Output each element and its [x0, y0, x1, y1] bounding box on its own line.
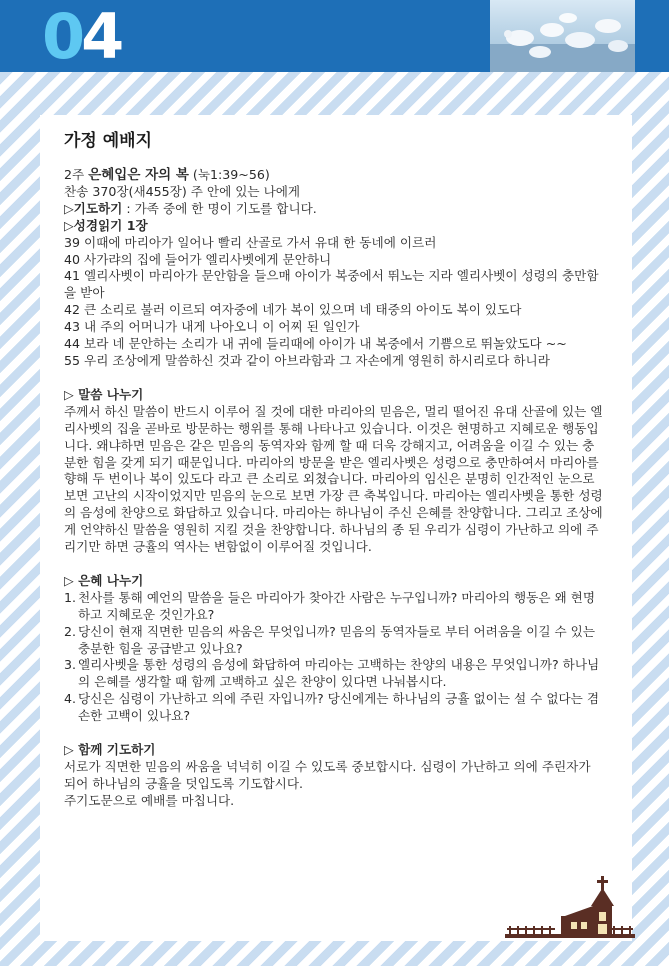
sheep-illustration — [490, 0, 635, 72]
pray-together-body: 서로가 직면한 믿음의 싸움을 넉넉히 이길 수 있도록 중보합시다. 심령이 가난하고 의에 주린자가 되어 하나님의 긍휼을 덧입도록 기도합시다. — [64, 759, 591, 791]
verse-43: 43 내 주의 어머니가 내게 나아오니 이 어찌 된 일인가 — [64, 319, 360, 335]
hymn-line: 찬송 370장(새455장) 주 안에 있는 나에게 — [64, 183, 301, 199]
question-text: 천사를 통해 예언의 말씀을 들은 마리아가 찾아간 사람은 누구입니까? 마리아의 행동은 왜 현명하고 지혜로운 것인가요? — [78, 589, 596, 622]
sheep-photo — [490, 0, 635, 72]
week-label: 2주 — [64, 167, 85, 182]
sermon-line — [64, 167, 604, 184]
prayer-label: ▷기도하기 — [64, 200, 123, 216]
reading-heading: ▷성경읽기 1장 — [64, 217, 148, 233]
question-2 — [64, 624, 604, 658]
church-icon — [505, 876, 635, 942]
message-body: 주께서 하신 말씀이 반드시 이루어 질 것에 대한 마리아의 믿음은, 멀리 떨어진 유대 산골에 있는 엘리사벳의 집을 곧바로 방문하는 행위를 통해 나타나고 있습니다. 이것은 현명하고 지혜로운 행동입니다. 왜냐하면 믿음은 같은 믿음의 동역자와 함께 할 때 더욱 강해지고, 어려움을 이길 수 있는 충분한 힘을 갖게 되기 때문입니다. 마리아의 방문을 받은 엘리사벳은 성령으로 충만하여서 마리아를 향해 두 번이나 복이 있도다 라고 큰 소리로 외쳤습니다. 마리아의 임신은 분명히 인간적인 눈으로 보면 고난의 시작이었지만 믿음의 눈으로 보면 가장 큰 축복입니다. 마리아는 엘리사벳을 통한 성령의 음성에 찬양으로 화답하고 있습니다. 마리아는 하나님이 주신 은혜를 찬양합니다. 그리고 조상에게 언약하신 말씀을 영원히 지킬 것을 찬양합니다. 하나님의 종 된 우리가 심령이 가난하고 의에 주리기만 하면 긍휼의 역사는 변함없이 이루어질 것입니다. — [64, 403, 603, 555]
verse-55: 55 우리 조상에게 말씀하신 것과 같이 아브라함과 그 자손에게 영원히 하시리로다 하니라 — [64, 352, 550, 368]
question-text: 엘리사벳을 통한 성령의 음성에 화답하여 마리아는 고백하는 찬양의 내용은 무엇입니까? 하나님의 은혜를 생각할 때 함께 고백하고 싶은 찬양이 있다면 나눠봅시다. — [78, 657, 600, 690]
verse-40: 40 사가랴의 집에 들어가 엘리사벳에게 문안하니 — [64, 251, 332, 267]
question-text: 당신이 현재 직면한 믿음의 싸움은 무엇입니까? 믿음의 동역자들로 부터 어려움을 이길 수 있는 충분한 힘을 공급받고 있나요? — [78, 623, 596, 656]
question-3 — [64, 657, 604, 691]
question-number: 2. — [64, 623, 77, 639]
worship-content — [64, 131, 604, 810]
page-number-second-digit: 4 — [81, 0, 121, 73]
pray-together-heading: ▷ 함께 기도하기 — [64, 742, 156, 758]
question-number: 1. — [64, 589, 77, 605]
scripture-reference: (눅1:39~56) — [192, 167, 270, 182]
verse-39: 39 이때에 마리아가 일어나 빨리 산골로 가서 유대 한 동네에 이르러 — [64, 234, 437, 250]
question-number: 4. — [64, 691, 77, 707]
verse-41: 41 엘리사벳이 마리아가 문안함을 들으매 아이가 복중에서 뛰노는 지라 엘리사벳이 성령의 충만함을 받아 — [64, 268, 599, 301]
grace-heading: ▷ 은혜 나누기 — [64, 572, 144, 588]
page-number — [42, 0, 121, 73]
page-title: 가정 예배지 — [64, 131, 153, 151]
prayer-line — [64, 201, 604, 218]
question-4 — [64, 691, 604, 725]
question-number: 3. — [64, 657, 77, 673]
verse-42: 42 큰 소리로 불러 이르되 여자중에 네가 복이 있으며 네 태중의 아이도 복이 있도다 — [64, 302, 522, 318]
verse-44: 44 보라 네 문안하는 소리가 내 귀에 들리때에 아이가 내 복중에서 기쁨으로 뛰놀았도다 ~~ — [64, 336, 567, 352]
question-text: 당신은 심령이 가난하고 의에 주린 자입니까? 당신에게는 하나님의 긍휼 없이는 설 수 없다는 겸손한 고백이 있나요? — [78, 691, 600, 724]
sermon-title: 은혜입은 자의 복 — [88, 167, 189, 183]
header-bar — [0, 0, 669, 72]
prayer-text: : 가족 중에 한 명이 기도를 합니다. — [122, 200, 317, 216]
message-heading: ▷ 말씀 나누기 — [64, 386, 144, 402]
closing-line: 주기도문으로 예배를 마칩니다. — [64, 792, 235, 808]
question-1 — [64, 590, 604, 624]
page-number-first-digit: 0 — [42, 0, 82, 73]
